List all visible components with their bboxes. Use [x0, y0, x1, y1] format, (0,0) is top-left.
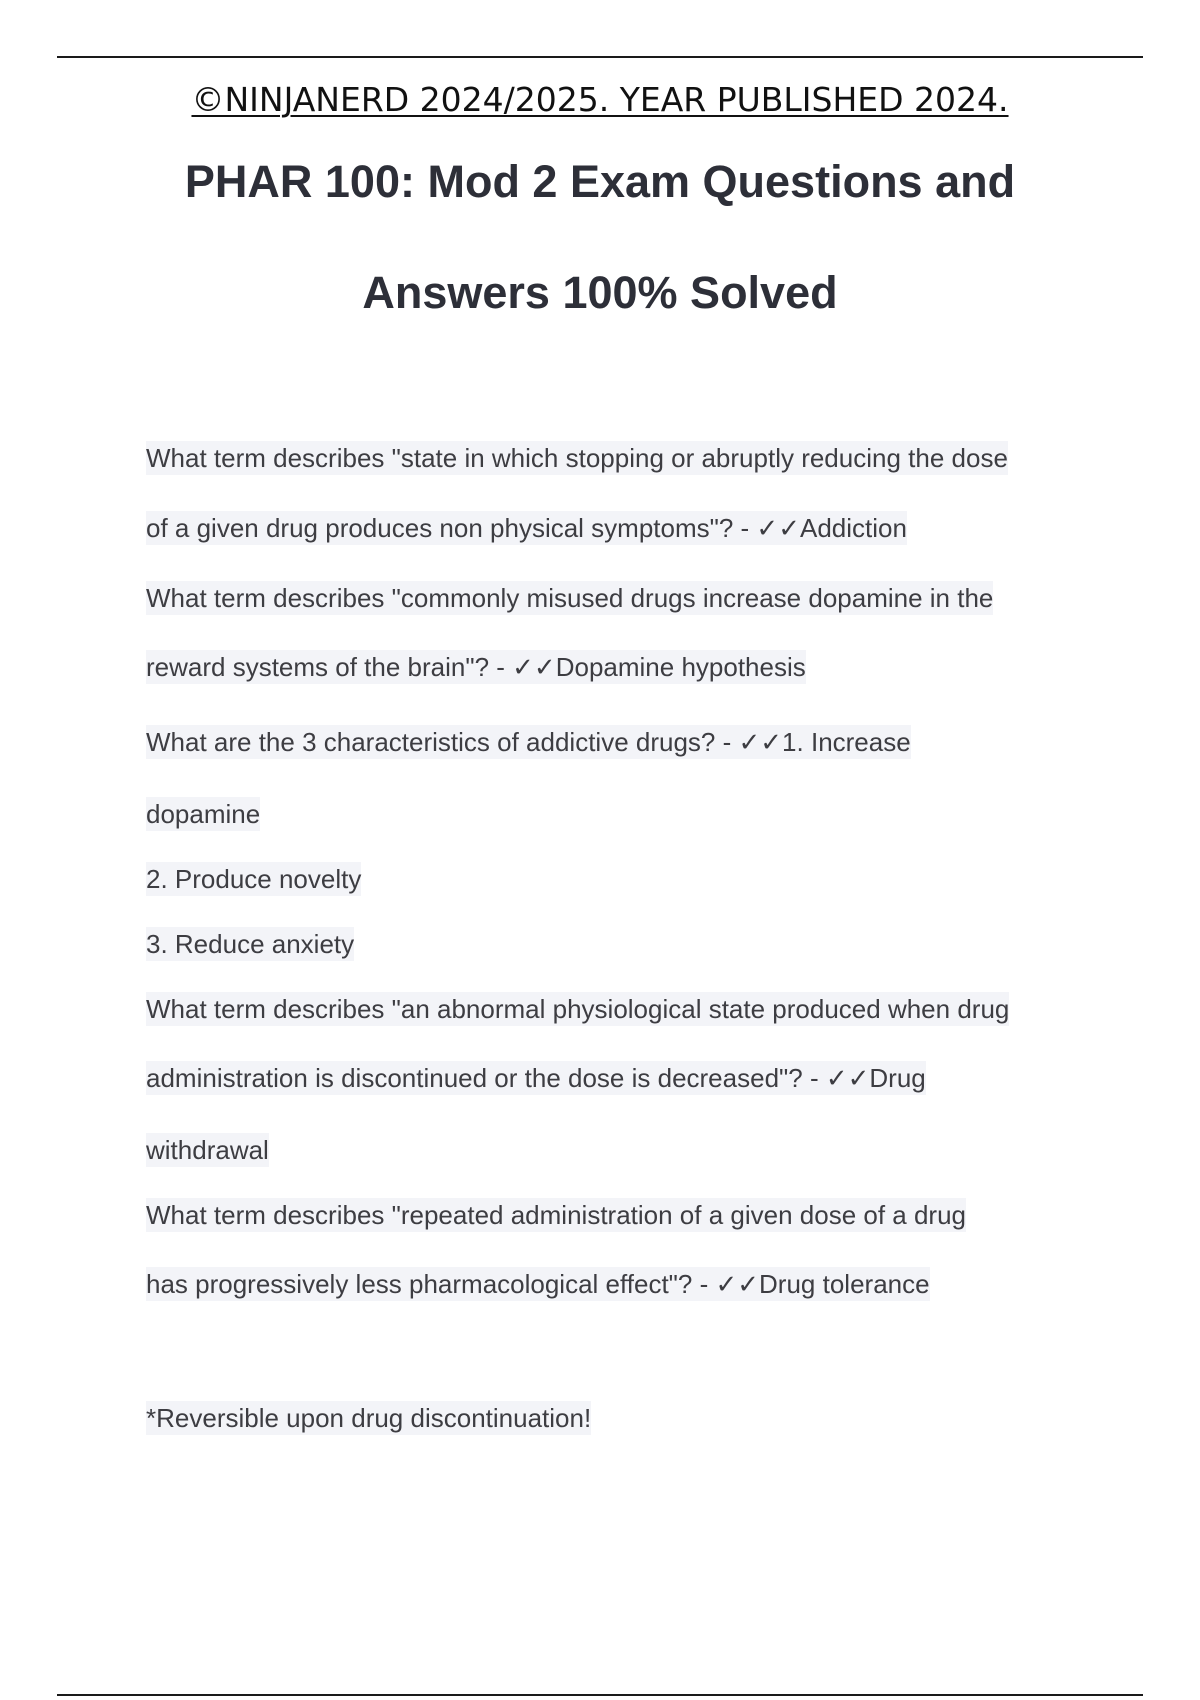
qa-line [146, 581, 993, 615]
document-title-line-2: Answers 100% Solved [362, 267, 838, 318]
qa-line-text: dopamine [146, 799, 261, 829]
qa-line [146, 992, 1009, 1026]
qa-line [146, 1198, 966, 1232]
qa-line-text: of a given drug produces non physical symptoms"? - ✓✓Addiction [146, 513, 907, 543]
qa-line-text: What term describes "state in which stopping or abruptly reducing the dose [146, 443, 1008, 473]
bottom-rule [57, 1694, 1143, 1696]
qa-line [146, 862, 361, 896]
qa-line-text: What term describes "repeated administration of a given dose of a drug [146, 1200, 967, 1230]
qa-line-text: What are the 3 characteristics of addictive drugs? - ✓✓1. Increase [146, 727, 911, 757]
top-rule [57, 56, 1143, 58]
qa-line [146, 927, 354, 961]
qa-line-text: administration is discontinued or the dose is decreased"? - ✓✓Drug [146, 1063, 926, 1093]
qa-line [146, 441, 1008, 475]
copyright-header [0, 78, 1200, 122]
qa-line-text: 3. Reduce anxiety [146, 929, 355, 959]
copyright-text: ©NINJANERD 2024/2025. YEAR PUBLISHED 2024. [191, 80, 1009, 119]
qa-note [146, 1401, 591, 1435]
qa-line [146, 511, 907, 545]
qa-line [146, 1133, 269, 1167]
qa-line-text: What term describes "an abnormal physiological state produced when drug [146, 994, 1010, 1024]
qa-note-text: *Reversible upon drug discontinuation! [146, 1403, 592, 1433]
qa-line-text: withdrawal [146, 1135, 269, 1165]
qa-line [146, 725, 911, 759]
qa-line [146, 1267, 930, 1301]
qa-line-text: has progressively less pharmacological effect"? - ✓✓Drug tolerance [146, 1269, 930, 1299]
qa-line-text: 2. Produce novelty [146, 864, 362, 894]
qa-line [146, 797, 260, 831]
qa-line [146, 650, 806, 684]
qa-line [146, 1061, 926, 1095]
qa-line-text: What term describes "commonly misused drugs increase dopamine in the [146, 583, 994, 613]
qa-line-text: reward systems of the brain"? - ✓✓Dopamine hypothesis [146, 652, 806, 682]
document-title-line-1: PHAR 100: Mod 2 Exam Questions and [184, 156, 1016, 207]
